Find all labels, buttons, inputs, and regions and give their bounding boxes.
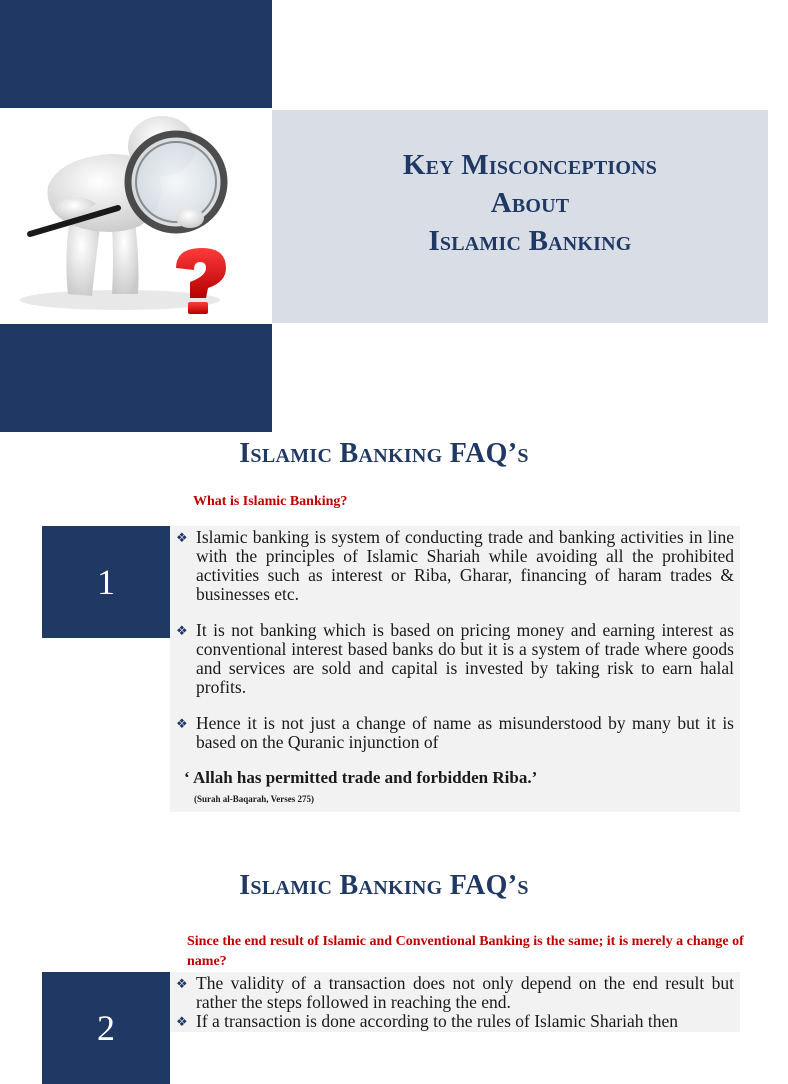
answer-bullet-text: Islamic banking is system of conducting trade and banking activities in line with the principles of Islamic Shariah while avoiding all the prohibited activities such as interest or Riba, Gharar, financing of haram trades & businesses etc.	[196, 527, 734, 604]
figure-area	[0, 108, 272, 324]
faq-number-box: 1	[42, 526, 170, 638]
page-title	[272, 146, 788, 260]
faq-slide-2	[0, 832, 768, 1048]
title-line-2: About	[490, 187, 570, 219]
faq-answer-panel	[170, 972, 740, 1032]
faq-slide-1	[0, 432, 768, 832]
title-line-3: Islamic Banking	[428, 225, 632, 257]
diamond-bullet-icon: ❖	[176, 1014, 188, 1029]
diamond-bullet-icon: ❖	[176, 976, 188, 991]
faq-answer-panel	[170, 526, 740, 812]
answer-bullet-text: If a transaction is done according to the rules of Islamic Shariah then	[196, 1011, 679, 1031]
answer-bullet	[176, 974, 734, 1012]
answer-bullet	[176, 714, 734, 752]
diamond-bullet-icon: ❖	[176, 623, 188, 638]
person-with-magnifier-and-question-mark-icon	[0, 108, 272, 324]
title-line-1: Key Misconceptions	[402, 149, 658, 181]
faq-heading: Islamic Banking FAQ’s	[239, 870, 529, 901]
answer-bullet	[176, 528, 734, 604]
quote-citation: (Surah al-Baqarah, Verses 275)	[194, 794, 315, 804]
faq-number-box: 2	[42, 972, 170, 1084]
answer-bullet-text: It is not banking which is based on pricing money and earning interest as conventional interest based banks do but it is a system of trade where goods and services are sold and capital is invested by taking risk to earn halal profits.	[196, 620, 734, 697]
faq-heading: Islamic Banking FAQ’s	[239, 438, 529, 469]
diamond-bullet-icon: ❖	[176, 530, 188, 545]
navy-block-bottom	[0, 324, 272, 432]
faq-question: Since the end result of Islamic and Conventional Banking is the same; it is merely a change of name?	[187, 934, 744, 969]
answer-bullet-text: The validity of a transaction does not only depend on the end result but rather the steps followed in reaching the end.	[196, 973, 734, 1012]
title-slide	[0, 0, 768, 432]
navy-block-top	[0, 0, 272, 108]
quran-quote: ‘ Allah has permitted trade and forbidden Riba.’	[184, 768, 538, 787]
diamond-bullet-icon: ❖	[176, 716, 188, 731]
answer-bullet	[176, 1012, 734, 1031]
answer-bullet	[176, 621, 734, 697]
answer-bullet-text: Hence it is not just a change of name as misunderstood by many but it is based on the Quranic injunction of	[196, 713, 734, 752]
faq-question: What is Islamic Banking?	[193, 494, 348, 509]
